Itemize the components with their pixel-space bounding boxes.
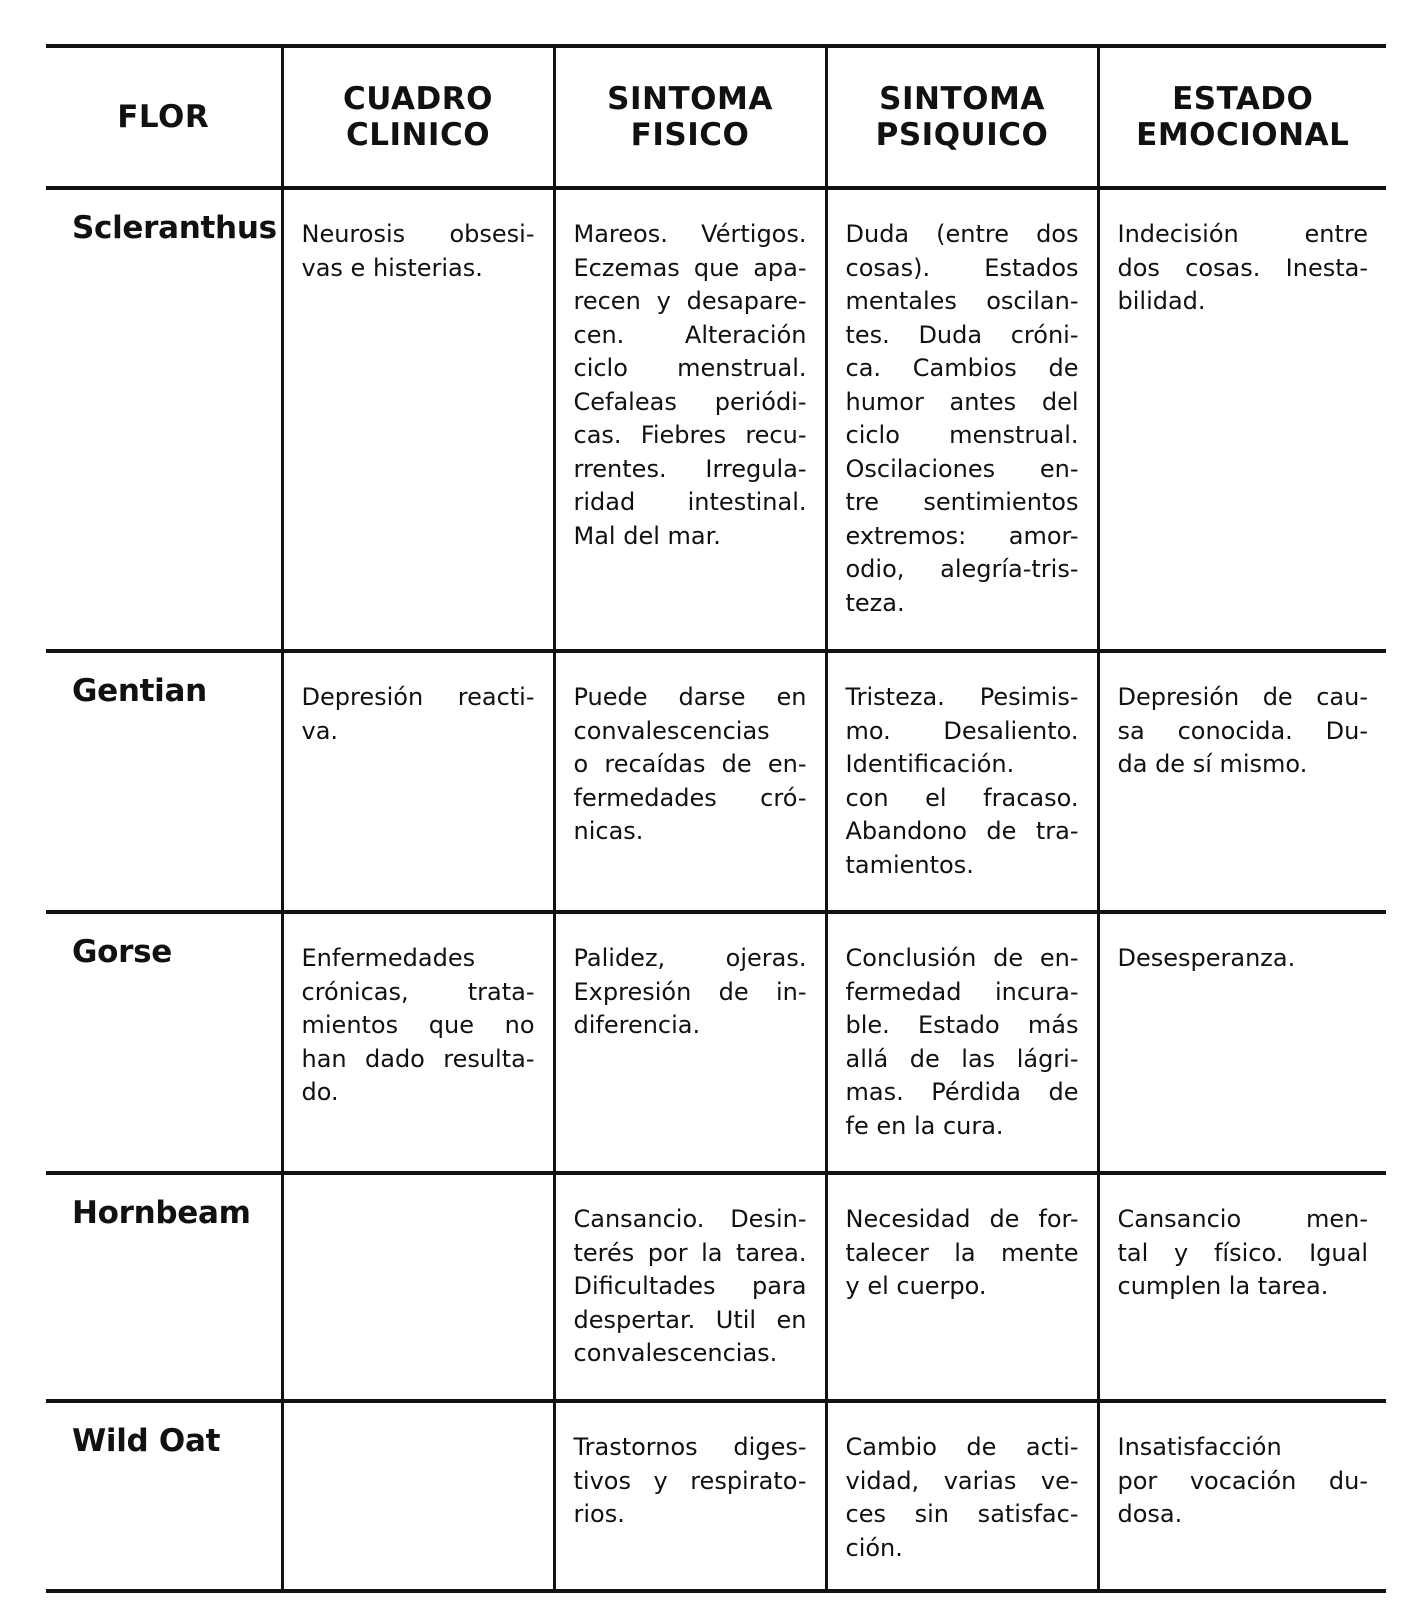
table-row <box>46 651 1386 912</box>
cell-text-line: dosa. <box>1117 1500 1183 1528</box>
cell-text-line: Cansancio. Desin- <box>573 1205 807 1233</box>
cell-text-line: extremos: amor- <box>845 521 1079 550</box>
cell-estado-emocional <box>1098 1401 1386 1591</box>
cell-cuadro-clinico <box>282 651 554 912</box>
cell-text-line: Palidez, ojeras. <box>573 944 807 972</box>
cell-text-line: Cefaleas periódi- <box>573 387 807 416</box>
header-estado-emocional <box>1098 46 1386 188</box>
flower-remedies-table-page <box>46 44 1386 1593</box>
cell-estado-emocional <box>1098 188 1386 651</box>
table-body <box>46 188 1386 1591</box>
header-sintoma-psiquico <box>826 46 1098 188</box>
cell-text-line: Necesidad de for- <box>845 1205 1079 1233</box>
cell-sintoma-psiquico <box>826 651 1098 912</box>
cell-text-line: fermedades cró- <box>573 783 807 812</box>
cell-text-line: tes. Duda cróni- <box>845 320 1079 349</box>
cell-text-line: cosas). Estados <box>845 253 1079 282</box>
cell-text-line: Abandono de tra- <box>845 817 1079 845</box>
cell-text-line: Oscilaciones en- <box>845 454 1079 483</box>
cell-text-line: vidad, varias ve- <box>845 1466 1079 1495</box>
cell-text-line: Puede darse en <box>573 683 807 711</box>
header-line: PSIQUICO <box>875 117 1049 153</box>
table-row <box>46 1173 1386 1401</box>
cell-text-line: Insatisfacción <box>1117 1433 1282 1461</box>
cell-text-line: Dificultades para <box>573 1272 807 1300</box>
cell-sintoma-psiquico <box>826 188 1098 651</box>
cell-text-line: ridad intestinal. <box>573 488 807 516</box>
cell-text-line: odio, alegría-tris- <box>845 555 1079 583</box>
table-row <box>46 912 1386 1173</box>
cell-text-line: ble. Estado más <box>845 1011 1079 1039</box>
cell-text-line: Conclusión de en- <box>845 944 1079 972</box>
cell-text-line: convalescencias. <box>573 1339 778 1367</box>
header-line: FLOR <box>117 99 210 135</box>
cell-text-line: allá de las lágri- <box>845 1044 1079 1073</box>
cell-text-line: Tristeza. Pesimis- <box>845 683 1079 711</box>
cell-text-line: ción. <box>845 1533 903 1562</box>
cell-text-line: tre sentimientos <box>845 488 1079 516</box>
cell-text-line: Trastornos diges- <box>573 1433 807 1461</box>
cell-sintoma-fisico <box>554 651 826 912</box>
cell-text-line: ciclo menstrual. <box>845 421 1079 449</box>
cell-text-line: tivos y respirato- <box>573 1466 807 1495</box>
cell-text-line: Expresión de in- <box>573 977 807 1006</box>
cell-cuadro-clinico <box>282 912 554 1173</box>
cell-text-line: rios. <box>573 1500 625 1528</box>
cell-estado-emocional <box>1098 651 1386 912</box>
cell-text-line: Desesperanza. <box>1117 944 1296 972</box>
cell-text-line: despertar. Util en <box>573 1305 807 1334</box>
cell-text-line: vas e histerias. <box>301 253 483 282</box>
cell-text-line: Mareos. Vértigos. <box>573 220 807 248</box>
cell-sintoma-fisico <box>554 912 826 1173</box>
cell-text-line: Duda (entre dos <box>845 220 1079 248</box>
cell-text-line: mo. Desaliento. <box>845 716 1079 745</box>
header-line: FISICO <box>630 117 750 153</box>
cell-flor: Wild Oat <box>46 1401 282 1591</box>
cell-text-line: Eczemas que apa- <box>573 253 807 282</box>
cell-text-line: terés por la tarea. <box>573 1238 807 1267</box>
cell-text-line: cen. Alteración <box>573 320 807 349</box>
cell-text-line: Indecisión entre <box>1117 220 1368 248</box>
cell-text-line: Depresión de cau- <box>1117 683 1368 711</box>
cell-sintoma-psiquico <box>826 1173 1098 1401</box>
cell-text-line: tamientos. <box>845 850 974 879</box>
cell-text-line: tal y físico. Igual <box>1117 1238 1368 1267</box>
cell-text-line: Cansancio men- <box>1117 1205 1368 1233</box>
cell-text-line: Mal del mar. <box>573 521 721 550</box>
header-cuadro-clinico <box>282 46 554 188</box>
cell-flor: Hornbeam <box>46 1173 282 1401</box>
cell-text-line: diferencia. <box>573 1011 701 1039</box>
cell-text-line: Identificación. <box>845 750 1015 778</box>
cell-text-line: dos cosas. Inesta- <box>1117 253 1368 282</box>
cell-text-line: rrentes. Irregula- <box>573 454 807 483</box>
cell-text-line: mientos que no <box>301 1011 535 1039</box>
cell-text-line: ces sin satisfac- <box>845 1500 1079 1528</box>
cell-text-line: crónicas, trata- <box>301 977 535 1006</box>
cell-text-line: Depresión reacti- <box>301 683 535 711</box>
cell-sintoma-psiquico <box>826 912 1098 1173</box>
cell-text-line: fe en la cura. <box>845 1111 1004 1140</box>
cell-text-line: do. <box>301 1078 339 1106</box>
cell-text-line: cas. Fiebres recu- <box>573 421 807 449</box>
flower-remedies-table <box>46 44 1386 1593</box>
cell-text-line: y el cuerpo. <box>845 1272 987 1300</box>
table-row <box>46 188 1386 651</box>
cell-text-line: han dado resulta- <box>301 1044 535 1073</box>
cell-text-line: fermedad incura- <box>845 977 1079 1006</box>
cell-sintoma-fisico <box>554 1173 826 1401</box>
cell-text-line: teza. <box>845 588 905 617</box>
header-flor <box>46 46 282 188</box>
header-row <box>46 46 1386 188</box>
cell-estado-emocional <box>1098 912 1386 1173</box>
cell-text-line: por vocación du- <box>1117 1466 1368 1495</box>
header-line: SINTOMA <box>879 81 1045 117</box>
cell-flor: Gentian <box>46 651 282 912</box>
cell-text-line: bilidad. <box>1117 287 1206 315</box>
cell-text-line: Enfermedades <box>301 944 476 972</box>
cell-cuadro-clinico <box>282 188 554 651</box>
cell-estado-emocional <box>1098 1173 1386 1401</box>
cell-text-line: va. <box>301 716 339 745</box>
cell-sintoma-fisico <box>554 1401 826 1591</box>
cell-text-line: con el fracaso. <box>845 783 1079 812</box>
header-line: CLINICO <box>345 117 491 153</box>
header-line: CUADRO <box>343 81 493 117</box>
cell-sintoma-psiquico <box>826 1401 1098 1591</box>
table-row <box>46 1401 1386 1591</box>
cell-cuadro-clinico <box>282 1401 554 1591</box>
cell-text-line: nicas. <box>573 817 644 845</box>
cell-flor: Gorse <box>46 912 282 1173</box>
cell-sintoma-fisico <box>554 188 826 651</box>
cell-flor: Scleranthus <box>46 188 282 651</box>
cell-text-line: sa conocida. Du- <box>1117 716 1368 745</box>
header-line: SINTOMA <box>607 81 773 117</box>
header-sintoma-fisico <box>554 46 826 188</box>
cell-text-line: ca. Cambios de <box>845 354 1079 382</box>
header-line: EMOCIONAL <box>1136 117 1350 153</box>
cell-text-line: ciclo menstrual. <box>573 354 807 382</box>
cell-text-line: mas. Pérdida de <box>845 1078 1079 1106</box>
cell-text-line: Neurosis obsesi- <box>301 220 535 248</box>
cell-text-line: humor antes del <box>845 387 1079 416</box>
cell-text-line: recen y desapare- <box>573 287 807 315</box>
cell-cuadro-clinico <box>282 1173 554 1401</box>
header-line: ESTADO <box>1172 81 1314 117</box>
cell-text-line: Cambio de acti- <box>845 1433 1079 1461</box>
cell-text-line: cumplen la tarea. <box>1117 1272 1329 1300</box>
cell-text-line: o recaídas de en- <box>573 750 807 778</box>
cell-text-line: da de sí mismo. <box>1117 750 1308 778</box>
cell-text-line: mentales oscilan- <box>845 287 1079 315</box>
cell-text-line: talecer la mente <box>845 1238 1079 1267</box>
cell-text-line: convalescencias <box>573 716 770 745</box>
